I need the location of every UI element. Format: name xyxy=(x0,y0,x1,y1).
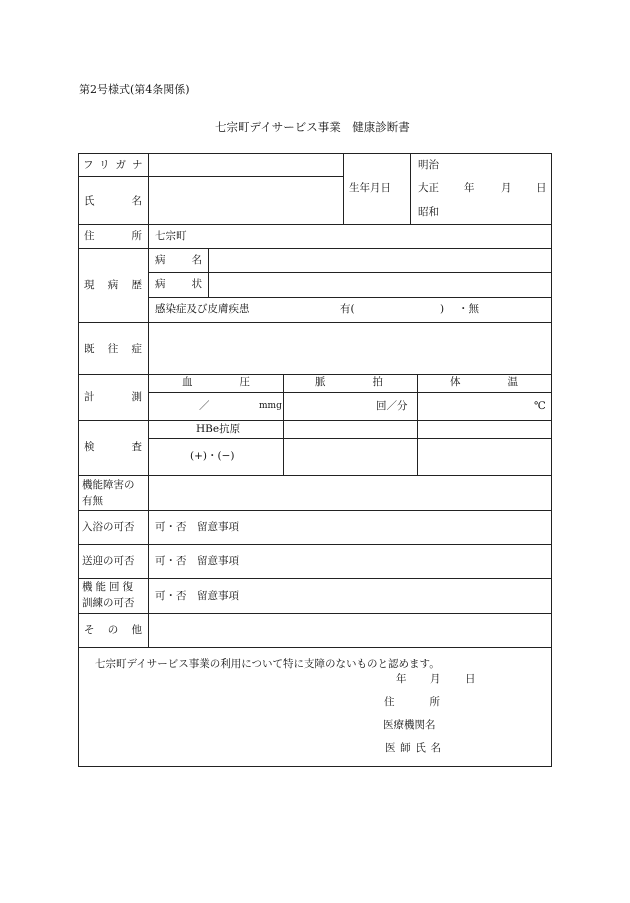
row-line xyxy=(78,544,552,545)
row-line xyxy=(78,224,552,225)
past-history-label: 既 往 症 xyxy=(84,343,142,355)
rehab-label-2: 訓練の可否 xyxy=(82,597,135,609)
col-line xyxy=(148,153,149,647)
row-line xyxy=(78,420,552,421)
col-line xyxy=(343,153,344,224)
infection-close-paren: ) xyxy=(440,303,445,315)
hbe-result-option[interactable]: (+)・(−) xyxy=(190,450,235,462)
symptoms-label: 病 状 xyxy=(155,278,202,290)
dob-label: 生年月日 xyxy=(349,182,391,194)
row-line xyxy=(78,647,552,648)
measurement-label: 計 測 xyxy=(84,391,142,403)
other-label: そ の 他 xyxy=(84,624,142,636)
pulse-header: 脈 拍 xyxy=(315,376,383,388)
transport-label: 送迎の可否 xyxy=(82,555,135,567)
furigana-label: フリガナ xyxy=(83,159,149,171)
infection-label: 感染症及び皮膚疾患 xyxy=(155,303,250,315)
name-field[interactable] xyxy=(150,178,341,222)
cert-year-unit: 年 xyxy=(396,673,407,685)
row-line xyxy=(78,322,552,323)
address-label: 住 所 xyxy=(84,230,142,242)
bath-choice[interactable]: 可・否 留意事項 xyxy=(155,521,239,533)
cert-institution-label: 医療機関名 xyxy=(383,719,436,731)
row-line xyxy=(78,176,343,177)
cert-address-label: 住 所 xyxy=(384,696,440,708)
row-line xyxy=(78,613,552,614)
bath-label: 入浴の可否 xyxy=(82,521,135,533)
col-line xyxy=(283,374,284,475)
rehab-choice[interactable]: 可・否 留意事項 xyxy=(155,590,239,602)
dob-day-unit: 日 xyxy=(536,182,547,194)
cert-month-unit: 月 xyxy=(430,673,441,685)
present-illness-label: 現 病 歴 xyxy=(84,279,142,291)
exam-field-2[interactable] xyxy=(285,422,416,474)
row-line xyxy=(78,510,552,511)
bp-unit: mmg xyxy=(259,401,282,411)
exam-field-3[interactable] xyxy=(419,422,550,474)
rehab-label-1: 機能回復 xyxy=(82,581,136,593)
pulse-unit: 回／分 xyxy=(376,400,408,412)
col-line xyxy=(410,153,411,224)
disease-name-field[interactable] xyxy=(210,250,550,271)
document-title: 七宗町デイサービス事業 健康診断書 xyxy=(215,120,410,134)
row-line xyxy=(78,475,552,476)
blood-pressure-field[interactable] xyxy=(150,394,282,419)
blood-pressure-header: 血 圧 xyxy=(182,376,250,388)
temperature-header: 体 温 xyxy=(450,376,518,388)
row-line xyxy=(148,392,552,393)
bp-slash: ／ xyxy=(199,400,210,412)
hbe-antigen-label: HBe抗原 xyxy=(196,423,241,435)
row-line xyxy=(148,297,552,298)
disease-name-label: 病 名 xyxy=(155,254,202,266)
past-history-field[interactable] xyxy=(150,324,550,373)
era-taisho[interactable]: 大正 xyxy=(418,182,439,194)
temperature-field[interactable] xyxy=(419,394,550,419)
col-line xyxy=(208,248,209,297)
infection-no-option[interactable]: ・無 xyxy=(458,303,479,315)
dob-year-unit: 年 xyxy=(464,182,475,194)
dysfunction-field[interactable] xyxy=(150,477,550,509)
cert-day-unit: 日 xyxy=(465,673,476,685)
furigana-field[interactable] xyxy=(150,155,341,175)
col-line xyxy=(417,374,418,475)
pulse-field[interactable] xyxy=(285,394,416,419)
row-line xyxy=(78,248,552,249)
address-value[interactable]: 七宗町 xyxy=(155,230,187,242)
row-line xyxy=(78,374,552,375)
name-label: 氏 名 xyxy=(84,195,142,207)
row-line xyxy=(78,578,552,579)
cert-doctor-label: 医 師 氏 名 xyxy=(385,742,441,754)
infection-yes-option[interactable]: 有( xyxy=(340,303,355,315)
other-field[interactable] xyxy=(150,615,550,646)
certification-statement: 七宗町デイサービス事業の利用について特に支障のないものと認めます。 xyxy=(95,658,440,670)
era-showa[interactable]: 昭和 xyxy=(418,206,439,218)
temperature-unit: ℃ xyxy=(534,400,546,412)
form-number: 第2号様式(第4条関係) xyxy=(79,83,190,96)
dob-month-unit: 月 xyxy=(501,182,512,194)
transport-choice[interactable]: 可・否 留意事項 xyxy=(155,555,239,567)
dysfunction-label-2: 有無 xyxy=(82,495,103,507)
symptoms-field[interactable] xyxy=(210,274,550,296)
era-meiji[interactable]: 明治 xyxy=(418,159,439,171)
exam-label: 検 査 xyxy=(84,441,142,453)
dysfunction-label-1: 機能障害の xyxy=(82,479,135,491)
